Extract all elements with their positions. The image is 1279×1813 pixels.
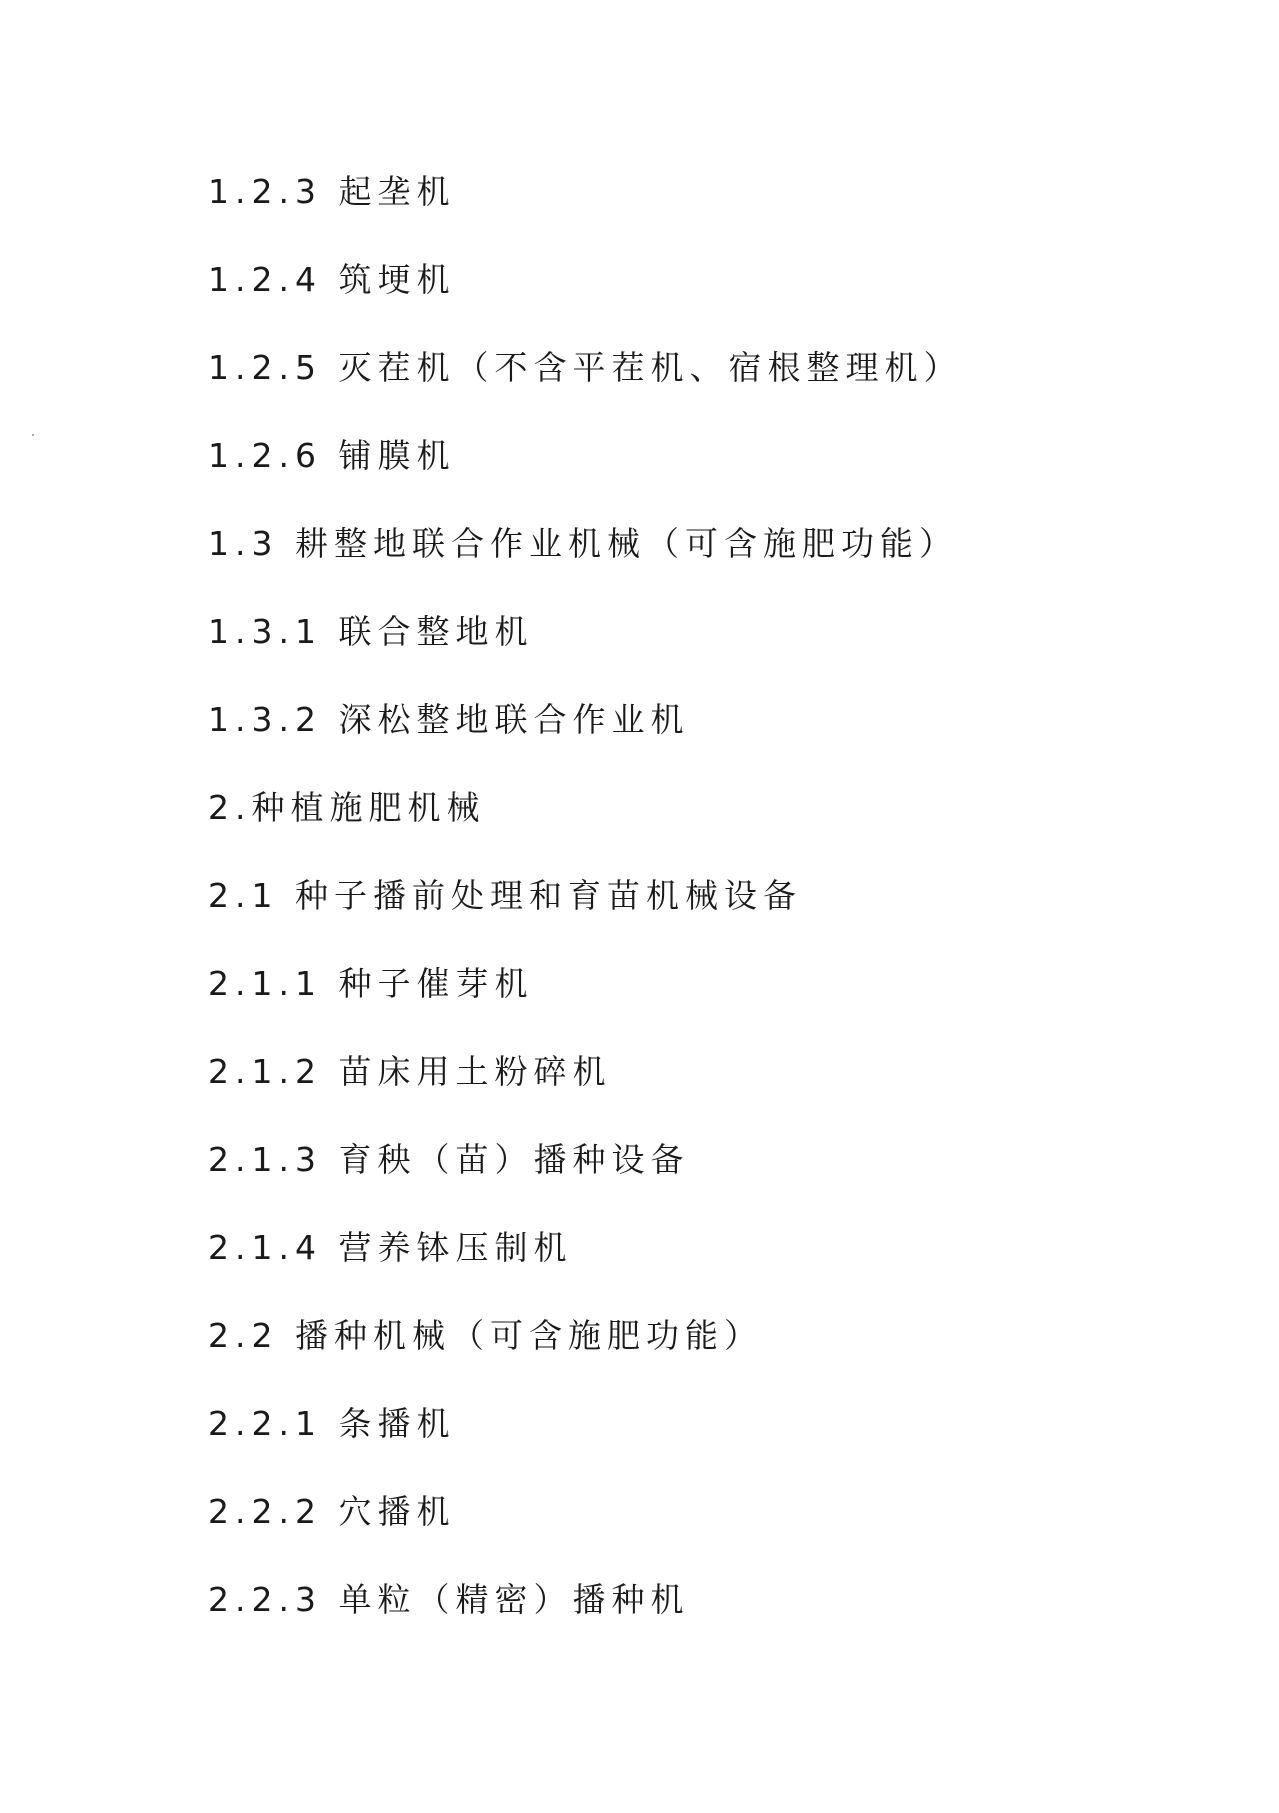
list-item: 2.种植施肥机械: [208, 788, 486, 827]
list-item: 2.1.2 苗床用土粉碎机: [208, 1052, 612, 1091]
list-item: 1.2.4 筑埂机: [208, 260, 456, 299]
list-item: 2.1.4 营养钵压制机: [208, 1228, 573, 1267]
machinery-category-list: [208, 168, 1208, 1664]
list-item: 2.1.3 育秧（苗）播种设备: [208, 1140, 690, 1179]
list-item: 2.2.1 条播机: [208, 1404, 456, 1443]
list-item: 1.3.2 深松整地联合作业机: [208, 700, 690, 739]
list-item: 2.2 播种机械（可含施肥功能）: [208, 1316, 763, 1355]
scan-speck: [32, 434, 34, 436]
list-item: 2.2.2 穴播机: [208, 1492, 456, 1531]
list-item: 1.2.5 灭茬机（不含平茬机、宿根整理机）: [208, 348, 963, 387]
list-item: 1.2.6 铺膜机: [208, 436, 456, 475]
list-item: 1.3 耕整地联合作业机械（可含施肥功能）: [208, 524, 958, 563]
list-item: 1.2.3 起垄机: [208, 172, 456, 211]
list-item: 2.1.1 种子催芽机: [208, 964, 534, 1003]
list-item: 1.3.1 联合整地机: [208, 612, 534, 651]
list-item: 2.1 种子播前处理和育苗机械设备: [208, 876, 802, 915]
list-item: 2.2.3 单粒（精密）播种机: [208, 1580, 690, 1619]
